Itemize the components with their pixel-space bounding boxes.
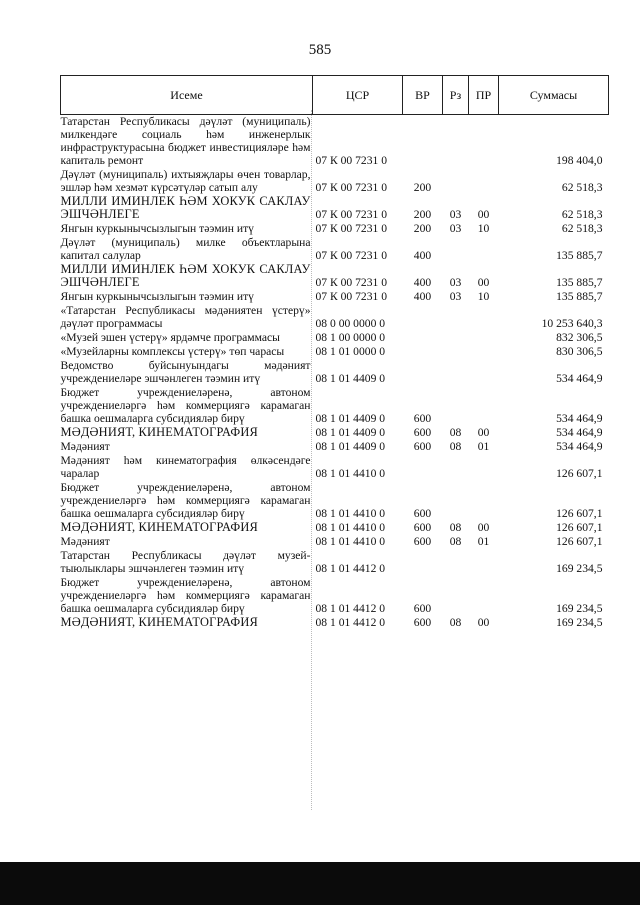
cell-csr: 07 К 00 7231 0 (315, 290, 387, 303)
cell-pr (469, 454, 499, 481)
cell-vr: 600 (413, 440, 432, 453)
cell-vr: 600 (413, 521, 432, 534)
cell-csr: 08 1 01 4410 0 (315, 521, 386, 534)
table-row (61, 521, 609, 535)
cell-rz (443, 481, 469, 521)
cell-pr: 01 (477, 440, 490, 453)
table-row (61, 359, 609, 386)
cell-name: Ведомство буйсынуындагы мәдәният учреждениеләре эшчәнлеген тәэмин итү (60, 359, 311, 385)
cell-name: Дәүләт (муниципаль) милке объектларына капитал салулар (60, 236, 311, 262)
cell-name: МӘДӘНИЯТ, КИНЕМАТОГРАФИЯ (60, 425, 258, 439)
cell-sum: 62 518,3 (561, 181, 603, 194)
cell-csr: 08 1 01 4409 0 (315, 426, 386, 439)
cell-sum: 135 885,7 (556, 290, 603, 303)
cell-csr: 08 0 00 0000 0 (315, 317, 386, 330)
table-row (61, 386, 609, 426)
cell-rz (443, 576, 469, 616)
cell-csr: 07 К 00 7231 0 (315, 222, 387, 235)
table-row (61, 290, 609, 304)
cell-sum: 169 234,5 (556, 616, 603, 629)
cell-rz (443, 359, 469, 386)
cell-csr: 07 К 00 7231 0 (315, 154, 387, 167)
cell-pr (469, 549, 499, 576)
header-name: Исеме (61, 76, 313, 115)
scan-bottom-edge (0, 862, 640, 905)
cell-rz (443, 549, 469, 576)
cell-pr (469, 386, 499, 426)
table-row (61, 426, 609, 440)
table-row (61, 115, 609, 169)
cell-name: «Татарстан Республикасы мәдәниятен үстерү» дәүләт программасы (60, 304, 311, 330)
cell-name: Янгын куркынычсызлыгын тәэмин итү (60, 222, 254, 235)
cell-rz: 08 (449, 535, 462, 548)
cell-rz: 08 (449, 521, 462, 534)
table-row (61, 481, 609, 521)
cell-vr: 200 (413, 208, 432, 221)
table-row (61, 331, 609, 345)
cell-vr (403, 454, 443, 481)
cell-sum: 126 607,1 (556, 535, 603, 548)
cell-vr: 400 (413, 276, 432, 289)
cell-vr (403, 115, 443, 169)
cell-rz (443, 236, 469, 263)
cell-pr: 00 (477, 426, 490, 439)
cell-csr: 08 1 01 4412 0 (315, 602, 386, 615)
cell-csr: 08 1 01 4409 0 (315, 440, 386, 453)
cell-rz (443, 386, 469, 426)
cell-pr: 00 (477, 276, 490, 289)
table-row (61, 222, 609, 236)
cell-csr: 07 К 00 7231 0 (315, 208, 387, 221)
cell-pr (469, 304, 499, 331)
cell-sum: 534 464,9 (556, 412, 603, 425)
cell-vr: 600 (413, 426, 432, 439)
cell-sum: 534 464,9 (556, 440, 603, 453)
cell-name: Дәүләт (муниципаль) ихтыяҗлары өчен товарлар, эшләр һәм хезмәт күрсәтүләр сатып алу (60, 168, 311, 194)
cell-pr (469, 168, 499, 195)
cell-rz (443, 304, 469, 331)
table-row (61, 576, 609, 616)
cell-name: МӘДӘНИЯТ, КИНЕМАТОГРАФИЯ (60, 615, 258, 629)
table-row (61, 440, 609, 454)
cell-sum: 135 885,7 (556, 249, 603, 262)
cell-pr (469, 115, 499, 169)
cell-csr: 08 1 01 4410 0 (315, 467, 386, 480)
cell-vr (403, 331, 443, 345)
cell-vr (403, 304, 443, 331)
cell-csr: 07 К 00 7231 0 (315, 181, 387, 194)
cell-vr: 400 (413, 290, 432, 303)
cell-sum: 126 607,1 (556, 507, 603, 520)
cell-sum: 169 234,5 (556, 602, 603, 615)
cell-pr (469, 345, 499, 359)
cell-name: Бюджет учреждениеләренә, автоном учреждениеләргә һәм коммерциягә карамаган башка оешмаларга субсидияләр бирү (60, 481, 311, 520)
table-row (61, 454, 609, 481)
cell-pr (469, 331, 499, 345)
cell-name: Мәдәният (60, 535, 110, 548)
cell-vr (403, 549, 443, 576)
cell-sum: 126 607,1 (556, 521, 603, 534)
cell-rz: 08 (449, 440, 462, 453)
cell-csr: 08 1 00 0000 0 (315, 331, 386, 344)
table-row (61, 535, 609, 549)
cell-pr: 00 (477, 208, 490, 221)
table-row (61, 195, 609, 222)
cell-vr (403, 345, 443, 359)
cell-name: Бюджет учреждениеләренә, автоном учреждениеләргә һәм коммерциягә карамаган башка оешмаларга субсидияләр бирү (60, 386, 311, 425)
header-row (61, 76, 609, 115)
cell-pr (469, 481, 499, 521)
cell-sum: 62 518,3 (561, 208, 603, 221)
cell-pr: 00 (477, 616, 490, 629)
cell-vr: 600 (413, 616, 432, 629)
cell-name: Мәдәният һәм кинематография өлкәсендәге чаралар (60, 454, 311, 480)
cell-sum: 830 306,5 (556, 345, 603, 358)
header-vr: ВР (403, 76, 443, 115)
cell-name: МИЛЛИ ИМИНЛЕК ҺӘМ ХОКУК САКЛАУ ЭШЧӘНЛЕГЕ (60, 194, 311, 221)
cell-sum: 135 885,7 (556, 276, 603, 289)
cell-rz (443, 454, 469, 481)
cell-pr: 01 (477, 535, 490, 548)
cell-name: «Музейларны комплексы үстерү» төп чарасы (60, 345, 285, 358)
cell-rz (443, 331, 469, 345)
cell-rz: 03 (449, 276, 462, 289)
cell-csr: 08 1 01 4410 0 (315, 535, 386, 548)
table-row (61, 616, 609, 630)
cell-name: Бюджет учреждениеләренә, автоном учреждениеләргә һәм коммерциягә карамаган башка оешмаларга субсидияләр бирү (60, 576, 311, 615)
cell-pr: 10 (477, 222, 490, 235)
cell-name: МИЛЛИ ИМИНЛЕК ҺӘМ ХОКУК САКЛАУ ЭШЧӘНЛЕГЕ (60, 262, 311, 289)
table-row (61, 236, 609, 263)
cell-vr (403, 359, 443, 386)
cell-vr: 200 (413, 222, 432, 235)
table-row (61, 549, 609, 576)
cell-sum: 126 607,1 (556, 467, 603, 480)
cell-sum: 534 464,9 (556, 372, 603, 385)
table-row (61, 263, 609, 290)
cell-name: Янгын куркынычсызлыгын тәэмин итү (60, 290, 254, 303)
cell-vr: 200 (413, 181, 432, 194)
cell-vr: 600 (413, 602, 432, 615)
cell-csr: 07 К 00 7231 0 (315, 249, 387, 262)
table-row (61, 304, 609, 331)
cell-rz: 03 (449, 208, 462, 221)
header-sum: Суммасы (499, 76, 609, 115)
cell-vr: 600 (413, 535, 432, 548)
table-header (61, 76, 609, 115)
cell-csr: 08 1 01 4412 0 (315, 562, 386, 575)
cell-vr: 600 (413, 507, 432, 520)
cell-sum: 10 253 640,3 (541, 317, 603, 330)
cell-sum: 832 306,5 (556, 331, 603, 344)
cell-sum: 62 518,3 (561, 222, 603, 235)
table-row (61, 168, 609, 195)
header-csr: ЦСР (313, 76, 403, 115)
page-number: 585 (308, 42, 332, 58)
cell-name: «Музей эшен үстерү» ярдәмче программасы (60, 331, 280, 344)
cell-vr: 600 (413, 412, 432, 425)
table-body (61, 115, 609, 631)
cell-rz: 08 (449, 616, 462, 629)
cell-pr (469, 359, 499, 386)
table-row (61, 345, 609, 359)
cell-sum: 169 234,5 (556, 562, 603, 575)
cell-sum: 534 464,9 (556, 426, 603, 439)
cell-csr: 07 К 00 7231 0 (315, 276, 387, 289)
cell-pr: 00 (477, 521, 490, 534)
cell-rz: 08 (449, 426, 462, 439)
cell-csr: 08 1 01 4409 0 (315, 372, 386, 385)
cell-csr: 08 1 01 4412 0 (315, 616, 386, 629)
cell-rz (443, 168, 469, 195)
cell-rz (443, 115, 469, 169)
cell-vr: 400 (413, 249, 432, 262)
cell-rz (443, 345, 469, 359)
cell-pr (469, 236, 499, 263)
cell-csr: 08 1 01 4410 0 (315, 507, 386, 520)
cell-pr (469, 576, 499, 616)
header-rz: Рз (443, 76, 469, 115)
cell-name: Татарстан Республикасы дәүләт (муниципаль) милкендәге социаль һәм инженерлык инфраструктурасына бюджет инвестицияләре һәм капиталь ремонт (60, 115, 311, 167)
cell-name: Мәдәният (60, 440, 110, 453)
cell-name: Татарстан Республикасы дәүләт музей-тыюлыклары эшчәнлеген тәэмин итү (60, 549, 311, 575)
cell-pr: 10 (477, 290, 490, 303)
cell-csr: 08 1 01 4409 0 (315, 412, 386, 425)
cell-csr: 08 1 01 0000 0 (315, 345, 386, 358)
cell-rz: 03 (449, 222, 462, 235)
cell-name: МӘДӘНИЯТ, КИНЕМАТОГРАФИЯ (60, 520, 258, 534)
cell-sum: 198 404,0 (556, 154, 603, 167)
budget-table (60, 75, 609, 630)
header-pr: ПР (469, 76, 499, 115)
cell-rz: 03 (449, 290, 462, 303)
